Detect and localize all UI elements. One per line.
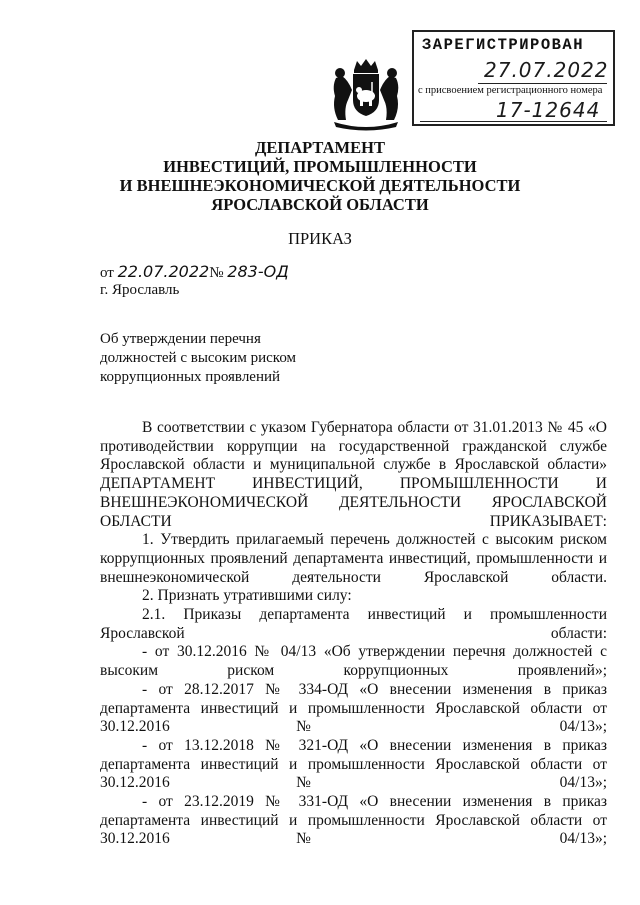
body-paragraph: В соответствии с указом Губернатора области от 31.01.2013 № 45 «О противодействии коррупции на государственной гражданской службе Ярославской области и муниципальной службе в Ярославской области» ДЕПАРТАМЕНТ ИНВЕСТИЦИЙ, ПРОМЫШЛЕННОСТИ И ВНЕШНЕЭКОНОМИЧЕСКОЙ ДЕЯТЕЛЬНОСТИ ЯРОСЛАВСКОЙ ОБЛАСТИ ПРИКАЗЫВАЕТ: bbox=[100, 419, 607, 530]
stamp-number: 17-12644 bbox=[496, 98, 601, 122]
order-date: 22.07.2022 bbox=[117, 262, 210, 281]
coat-of-arms-icon bbox=[326, 56, 406, 132]
city: г. Ярославль bbox=[100, 282, 180, 298]
stamp-underline bbox=[478, 83, 607, 84]
body-paragraph: - от 13.12.2018 № 321-ОД «О внесении изменения в приказ департамента инвестиций и промышленности Ярославской области от 30.12.2016 № 04/13»; bbox=[100, 736, 607, 792]
body-paragraph: - от 23.12.2019 № 331-ОД «О внесении изменения в приказ департамента инвестиций и промышленности Ярославской области от 30.12.2016 № 04/13»; bbox=[100, 793, 607, 848]
date-prefix: от bbox=[100, 265, 118, 281]
subject-line: коррупционных проявлений bbox=[100, 369, 281, 385]
subject-line: должностей с высоким риском bbox=[100, 350, 297, 366]
order-title: ПРИКАЗ bbox=[288, 229, 352, 248]
department-name-line: ЯРОСЛАВСКОЙ ОБЛАСТИ bbox=[211, 195, 429, 214]
stamp-date: 27.07.2022 bbox=[484, 58, 609, 82]
department-name-line: И ВНЕШНЕЭКОНОМИЧЕСКОЙ ДЕЯТЕЛЬНОСТИ bbox=[119, 176, 521, 195]
order-body bbox=[100, 419, 607, 849]
department-name-line: ИНВЕСТИЦИЙ, ПРОМЫШЛЕННОСТИ bbox=[163, 157, 477, 176]
body-paragraph: 2.1. Приказы департамента инвестиций и промышленности Ярославской области: bbox=[100, 606, 607, 642]
stamp-underline bbox=[420, 121, 607, 122]
number-prefix: № bbox=[209, 265, 228, 281]
body-paragraph: - от 28.12.2017 № 334-ОД «О внесении изменения в приказ департамента инвестиций и промышленности Ярославской области от 30.12.2016 № 04/13»; bbox=[100, 680, 607, 736]
order-date-number bbox=[100, 262, 289, 282]
order-number: 283-ОД bbox=[227, 262, 289, 281]
body-paragraph: 2. Признать утратившими силу: bbox=[142, 587, 352, 605]
stamp-subtitle: с присвоением регистрационного номера bbox=[418, 85, 603, 96]
body-paragraph: 1. Утвердить прилагаемый перечень должностей с высоким риском коррупционных проявлений департамента инвестиций, промышленности и внешнеэкономической деятельности Ярославской области. bbox=[100, 531, 607, 586]
registration-stamp bbox=[412, 30, 615, 126]
subject-line: Об утверждении перечня bbox=[100, 331, 261, 347]
body-paragraph: - от 30.12.2016 № 04/13 «Об утверждении перечня должностей с высоким риском коррупционных проявлений»; bbox=[100, 643, 607, 680]
department-name-line: ДЕПАРТАМЕНТ bbox=[255, 138, 385, 157]
stamp-title: ЗАРЕГИСТРИРОВАН bbox=[422, 36, 585, 54]
